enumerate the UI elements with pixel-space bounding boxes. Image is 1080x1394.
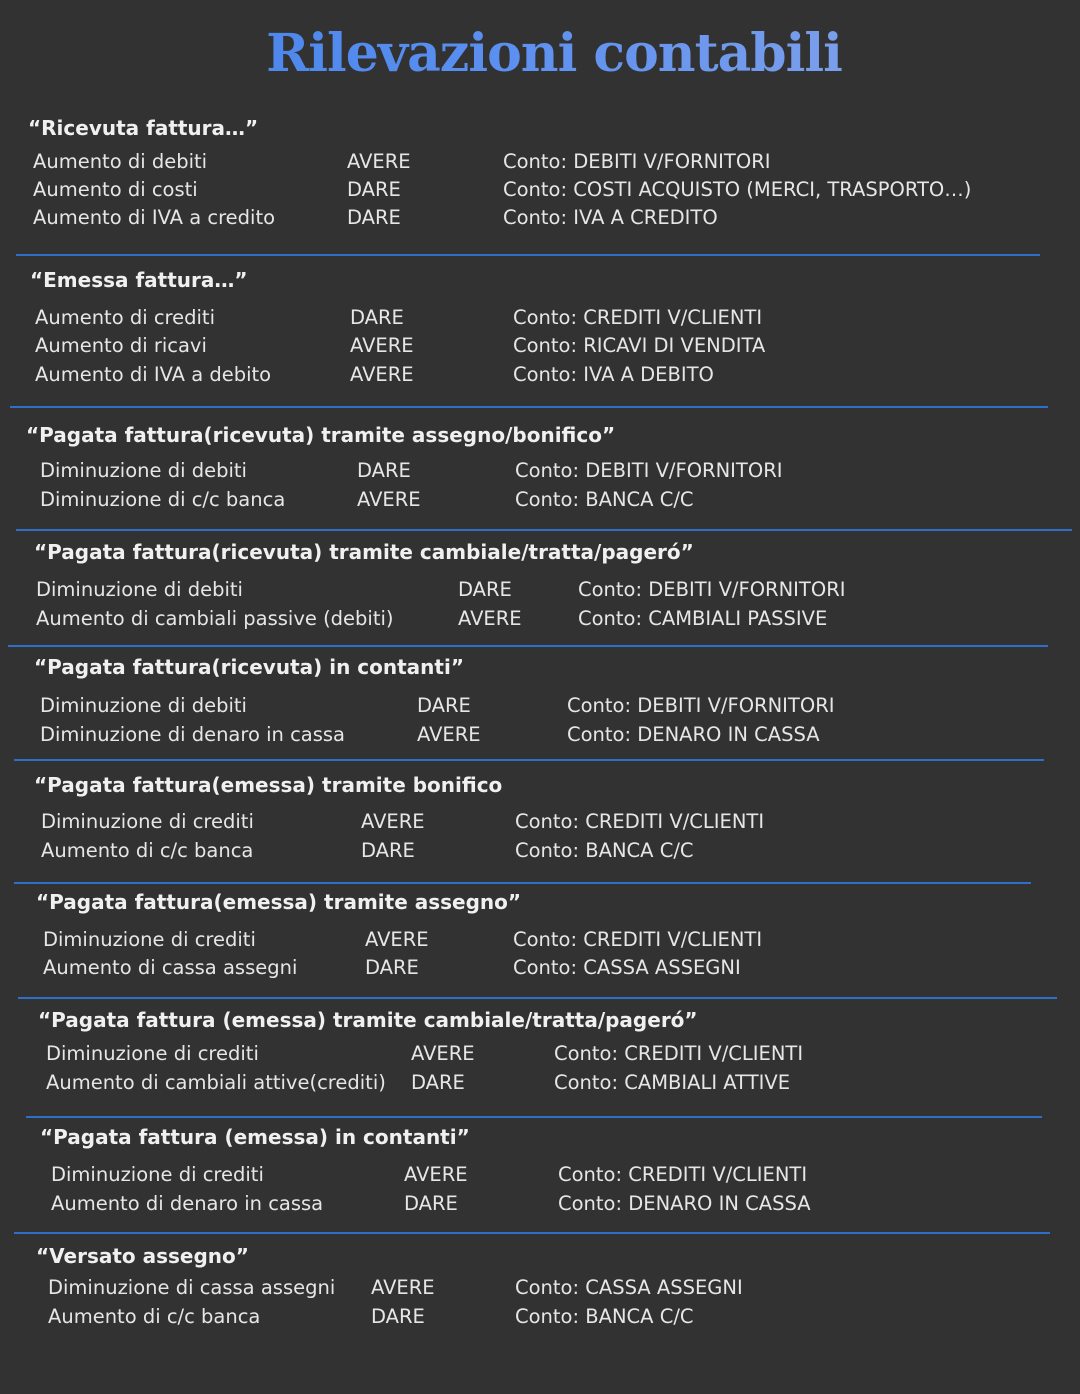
entry-description: Aumento di crediti	[35, 306, 215, 329]
entry-account: Conto: BANCA C/C	[515, 1305, 694, 1328]
entry-account: Conto: CREDITI V/CLIENTI	[558, 1163, 808, 1186]
entry-row	[0, 176, 1080, 204]
entry-account: Conto: CASSA ASSEGNI	[515, 1276, 743, 1299]
section-heading: “Emessa fattura…”	[30, 268, 248, 292]
entry-row	[0, 605, 1080, 633]
entry-account: Conto: DEBITI V/FORNITORI	[515, 459, 783, 482]
entry-row	[0, 837, 1080, 865]
entry-description: Aumento di debiti	[33, 150, 208, 173]
section-divider	[14, 1232, 1050, 1234]
entry-description: Diminuzione di debiti	[40, 459, 247, 482]
entry-description: Diminuzione di denaro in cassa	[40, 723, 346, 746]
entry-description: Diminuzione di crediti	[43, 928, 256, 951]
entry-description: Aumento di costi	[33, 178, 198, 201]
section-divider	[8, 645, 1048, 647]
entry-account: Conto: CAMBIALI PASSIVE	[578, 607, 828, 630]
entry-row	[0, 457, 1080, 485]
section-heading: “Pagata fattura (emessa) tramite cambiale/tratta/pageró”	[38, 1008, 698, 1032]
entry-account: Conto: CASSA ASSEGNI	[513, 956, 741, 979]
entry-account: Conto: CAMBIALI ATTIVE	[554, 1071, 791, 1094]
entry-description: Diminuzione di crediti	[46, 1042, 259, 1065]
entry-row	[0, 1161, 1080, 1189]
entry-description: Aumento di denaro in cassa	[51, 1192, 324, 1215]
entry-description: Aumento di cambiali passive (debiti)	[36, 607, 394, 630]
entry-side: DARE	[458, 578, 512, 601]
entry-side: AVERE	[350, 363, 414, 386]
section-divider	[14, 882, 1031, 884]
section-divider	[16, 254, 1040, 256]
entry-side: AVERE	[417, 723, 481, 746]
section-divider	[26, 1116, 1042, 1118]
entry-description: Aumento di c/c banca	[48, 1305, 261, 1328]
entry-row	[0, 486, 1080, 514]
entry-side: AVERE	[350, 334, 414, 357]
entry-side: DARE	[350, 306, 404, 329]
entry-side: DARE	[347, 178, 401, 201]
section-heading: “Versato assegno”	[36, 1244, 249, 1268]
entry-row	[0, 1303, 1080, 1331]
entry-description: Aumento di ricavi	[35, 334, 207, 357]
entry-account: Conto: DEBITI V/FORNITORI	[578, 578, 846, 601]
entry-description: Aumento di c/c banca	[41, 839, 254, 862]
entry-account: Conto: BANCA C/C	[515, 839, 694, 862]
entry-side: DARE	[417, 694, 471, 717]
section-heading: “Pagata fattura(ricevuta) tramite assegno/bonifico”	[26, 423, 616, 447]
entry-account: Conto: DEBITI V/FORNITORI	[503, 150, 771, 173]
entry-description: Aumento di IVA a credito	[33, 206, 276, 229]
entry-side: DARE	[365, 956, 419, 979]
entry-side: AVERE	[371, 1276, 435, 1299]
entry-side: AVERE	[365, 928, 429, 951]
entry-account: Conto: CREDITI V/CLIENTI	[554, 1042, 804, 1065]
entry-side: AVERE	[357, 488, 421, 511]
entry-description: Aumento di cambiali attive(crediti)	[46, 1071, 386, 1094]
entry-description: Diminuzione di cassa assegni	[48, 1276, 336, 1299]
entry-side: AVERE	[404, 1163, 468, 1186]
entry-side: DARE	[404, 1192, 458, 1215]
section-heading: “Pagata fattura(ricevuta) in contanti”	[34, 655, 464, 679]
entry-description: Diminuzione di c/c banca	[40, 488, 286, 511]
entry-side: DARE	[361, 839, 415, 862]
entry-account: Conto: BANCA C/C	[515, 488, 694, 511]
entry-row	[0, 692, 1080, 720]
entry-row	[0, 926, 1080, 954]
entry-row	[0, 721, 1080, 749]
entry-side: DARE	[411, 1071, 465, 1094]
section-divider	[14, 759, 1044, 761]
entry-side: AVERE	[411, 1042, 475, 1065]
entry-description: Diminuzione di crediti	[41, 810, 254, 833]
entry-description: Diminuzione di crediti	[51, 1163, 264, 1186]
entry-row	[0, 576, 1080, 604]
entry-row	[0, 204, 1080, 232]
entry-description: Diminuzione di debiti	[40, 694, 247, 717]
entry-account: Conto: RICAVI DI VENDITA	[513, 334, 766, 357]
page-title: Rilevazioni contabili	[0, 22, 1080, 86]
section-heading: “Pagata fattura (emessa) in contanti”	[40, 1125, 470, 1149]
entry-side: AVERE	[361, 810, 425, 833]
entry-side: DARE	[371, 1305, 425, 1328]
entry-description: Diminuzione di debiti	[36, 578, 243, 601]
section-divider	[10, 406, 1048, 408]
entry-account: Conto: DEBITI V/FORNITORI	[567, 694, 835, 717]
entry-account: Conto: IVA A DEBITO	[513, 363, 714, 386]
entry-row	[0, 954, 1080, 982]
entry-account: Conto: IVA A CREDITO	[503, 206, 718, 229]
section-heading: “Pagata fattura(emessa) tramite assegno”	[36, 890, 522, 914]
entry-row	[0, 304, 1080, 332]
section-heading: “Pagata fattura(ricevuta) tramite cambiale/tratta/pageró”	[34, 540, 694, 564]
section-heading: “Pagata fattura(emessa) tramite bonifico	[34, 773, 503, 797]
entry-row	[0, 1040, 1080, 1068]
entry-side: DARE	[357, 459, 411, 482]
entry-account: Conto: COSTI ACQUISTO (MERCI, TRASPORTO…)	[503, 178, 972, 201]
entry-account: Conto: CREDITI V/CLIENTI	[513, 306, 763, 329]
entry-row	[0, 808, 1080, 836]
entry-row	[0, 148, 1080, 176]
entry-side: DARE	[347, 206, 401, 229]
entry-description: Aumento di IVA a debito	[35, 363, 272, 386]
entry-row	[0, 1190, 1080, 1218]
entry-account: Conto: DENARO IN CASSA	[567, 723, 820, 746]
entry-description: Aumento di cassa assegni	[43, 956, 298, 979]
entry-side: AVERE	[458, 607, 522, 630]
section-heading: “Ricevuta fattura…”	[28, 116, 259, 140]
entry-account: Conto: CREDITI V/CLIENTI	[513, 928, 763, 951]
entry-row	[0, 361, 1080, 389]
section-divider	[16, 529, 1072, 531]
entry-row	[0, 1274, 1080, 1302]
entry-account: Conto: DENARO IN CASSA	[558, 1192, 811, 1215]
entry-side: AVERE	[347, 150, 411, 173]
entry-account: Conto: CREDITI V/CLIENTI	[515, 810, 765, 833]
section-divider	[18, 997, 1057, 999]
entry-row	[0, 1069, 1080, 1097]
entry-row	[0, 332, 1080, 360]
